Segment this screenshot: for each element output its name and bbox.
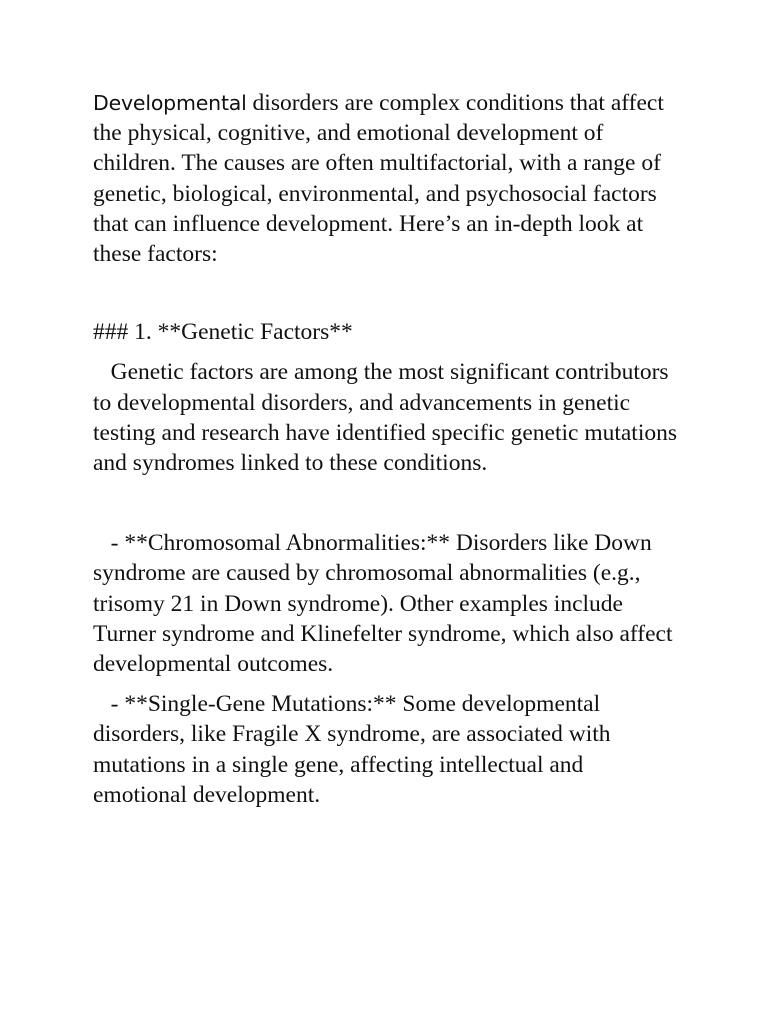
intro-paragraph [93, 88, 683, 269]
intro-lead-word: Developmental [93, 91, 247, 115]
section-heading: ### 1. **Genetic Factors** [93, 319, 353, 346]
bullet-single-gene-mutations: - **Single-Gene Mutations:** Some developmental disorders, like Fragile X syndrome, are associated with mutations in a single gene, affecting intellectual and emotional development. [93, 691, 617, 808]
section-paragraph: Genetic factors are among the most significant contributors to developmental disorders, and advancements in genetic testing and research have identified specific genetic mutations and syndromes linked to these conditions. [93, 359, 683, 477]
bullet-chromosomal-abnormalities: - **Chromosomal Abnormalities:** Disorders like Down syndrome are caused by chromosomal abnormalities (e.g., trisomy 21 in Down syndrome). Other examples include Turner syndrome and Klinefelter syndrome, which also affect developmental outcomes. [93, 530, 679, 678]
intro-text: disorders are complex conditions that affect the physical, cognitive, and emotional development of children. The causes are often multifactorial, with a range of genetic, biological, environmental, and psychosocial factors that can influence development. Here’s an in-depth look at these factors: [93, 90, 664, 268]
document-body [93, 88, 683, 820]
